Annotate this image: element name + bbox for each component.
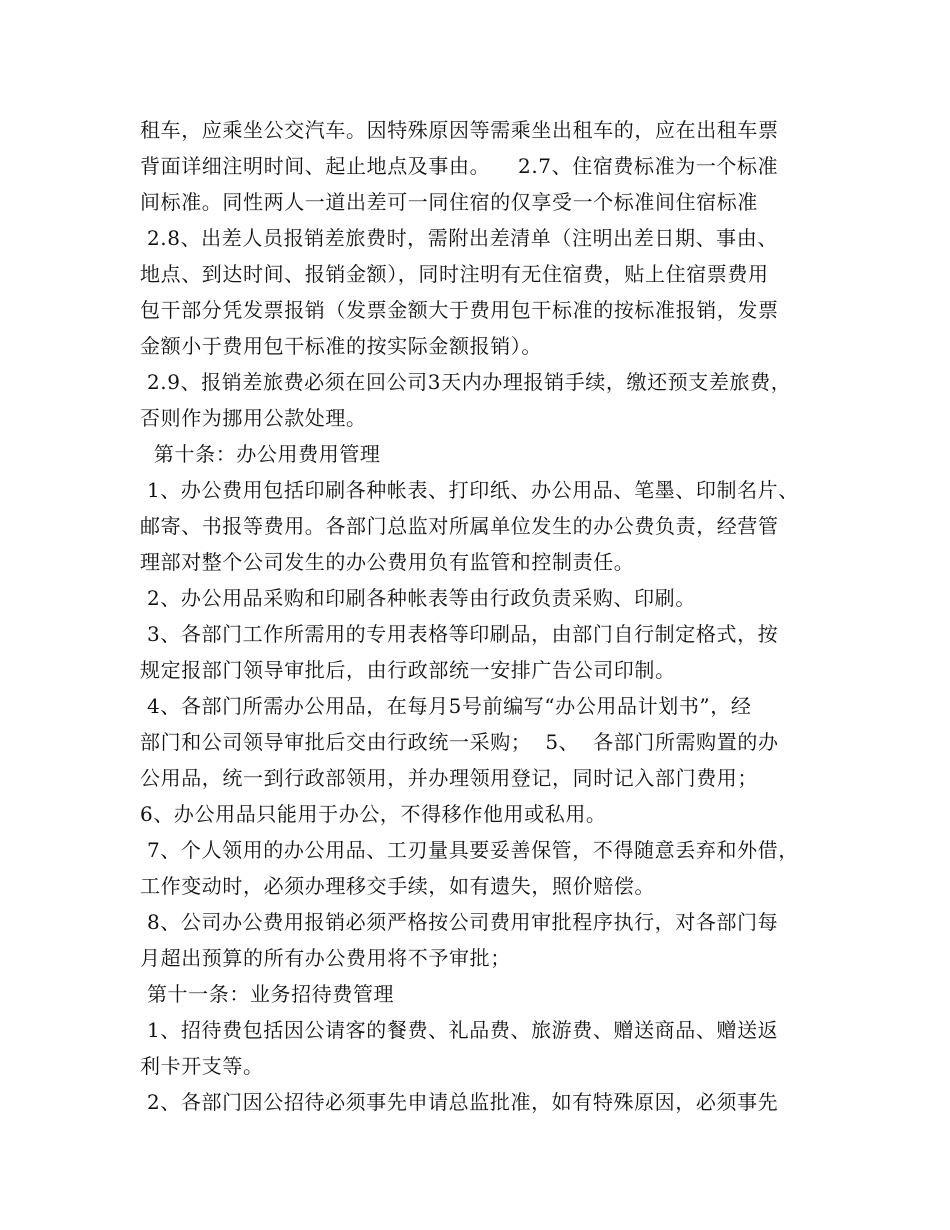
text-line: 1、招待费包括因公请客的餐费、礼品费、旅游费、赠送商品、赠送返	[140, 1018, 779, 1042]
text-line: 邮寄、书报等费用。各部门总监对所属单位发生的办公费负责，经营管	[140, 514, 779, 538]
text-line: 规定报部门领导审批后，由行政部统一安排广告公司印制。	[140, 658, 676, 682]
text-line: 7、个人领用的办公用品、工刃量具要妥善保管，不得随意丢弃和外借，	[140, 838, 799, 862]
text-line: 地点、到达时间、报销金额），同时注明有无住宿费，贴上住宿票费用	[140, 262, 769, 286]
text-line: 否则作为挪用公款处理。	[140, 406, 367, 430]
text-line: 利卡开支等。	[140, 1054, 264, 1078]
text-line: 背面详细注明时间、起止地点及事由。 2.7、住宿费标准为一个标准	[140, 154, 779, 178]
section-heading: 第十一条：业务招待费管理	[140, 982, 395, 1006]
text-line: 理部对整个公司发生的办公费用负有监管和控制责任。	[140, 550, 635, 574]
text-line: 金额小于费用包干标准的按实际金额报销）。	[140, 334, 542, 358]
text-line: 2、各部门因公招待必须事先申请总监批准，如有特殊原因，必须事先	[140, 1090, 779, 1114]
text-line: 间标准。同性两人一道出差可一同住宿的仅享受一个标准间住宿标准	[140, 190, 758, 214]
text-line: 部门和公司领导审批后交由行政统一采购； 5、 各部门所需购置的办	[140, 730, 779, 754]
text-line: 工作变动时，必须办理移交手续，如有遗失，照价赔偿。	[140, 874, 655, 898]
text-line: 2、办公用品采购和印刷各种帐表等由行政负责采购、印刷。	[140, 586, 696, 610]
text-line: 租车，应乘坐公交汽车。因特殊原因等需乘坐出租车的，应在出租车票	[140, 118, 779, 142]
text-line: 8、公司办公费用报销必须严格按公司费用审批程序执行，对各部门每	[140, 910, 779, 934]
text-line: 4、各部门所需办公用品，在每月5号前编写“办公用品计划书”，经	[140, 694, 752, 718]
text-line: 3、各部门工作所需用的专用表格等印刷品，由部门自行制定格式，按	[140, 622, 779, 646]
text-line: 2.9、报销差旅费必须在回公司3天内办理报销手续，缴还预支差旅费，	[140, 370, 792, 394]
text-line: 1、办公费用包括印刷各种帐表、打印纸、办公用品、笔墨、印制名片、	[140, 478, 799, 502]
text-line: 2.8、出差人员报销差旅费时，需附出差清单（注明出差日期、事由、	[140, 226, 778, 250]
text-line: 公用品，统一到行政部领用，并办理领用登记，同时记入部门费用；	[140, 766, 758, 790]
section-heading: 第十条：办公用费用管理	[140, 442, 381, 466]
text-line: 6、办公用品只能用于办公，不得移作他用或私用。	[140, 802, 607, 826]
text-line: 月超出预算的所有办公费用将不予审批；	[140, 946, 511, 970]
text-line: 包干部分凭发票报销（发票金额大于费用包干标准的按标准报销，发票	[140, 298, 779, 322]
